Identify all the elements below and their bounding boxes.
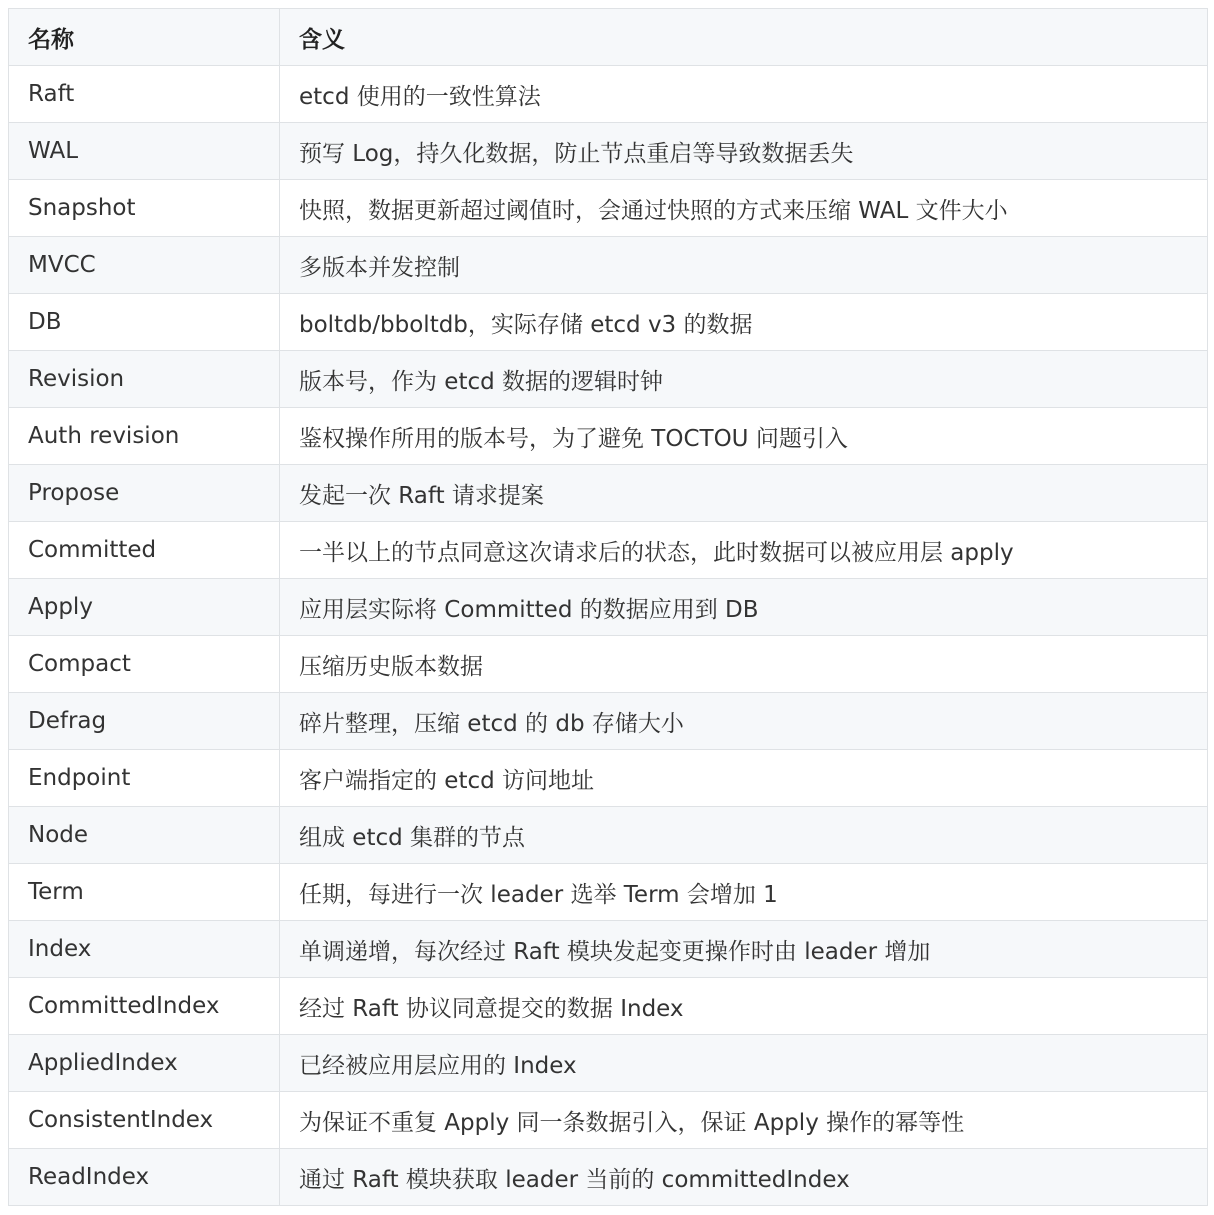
meaning-cell: 快照，数据更新超过阈值时，会通过快照的方式来压缩 WAL 文件大小: [280, 180, 1208, 237]
table-row: [9, 750, 1208, 807]
meaning-cell: boltdb/bboltdb，实际存储 etcd v3 的数据: [280, 294, 1208, 351]
term-cell: Snapshot: [9, 180, 280, 237]
term-cell: ConsistentIndex: [9, 1092, 280, 1149]
table-row: [9, 294, 1208, 351]
table-row: [9, 1092, 1208, 1149]
table-row: [9, 1035, 1208, 1092]
term-cell: Committed: [9, 522, 280, 579]
meaning-cell: 压缩历史版本数据: [280, 636, 1208, 693]
table-body: [9, 66, 1208, 1206]
meaning-cell: 版本号，作为 etcd 数据的逻辑时钟: [280, 351, 1208, 408]
term-cell: Endpoint: [9, 750, 280, 807]
table-row: [9, 237, 1208, 294]
meaning-cell: 已经被应用层应用的 Index: [280, 1035, 1208, 1092]
meaning-cell: 单调递增，每次经过 Raft 模块发起变更操作时由 leader 增加: [280, 921, 1208, 978]
meaning-cell: 碎片整理，压缩 etcd 的 db 存储大小: [280, 693, 1208, 750]
table-row: [9, 522, 1208, 579]
term-cell: Compact: [9, 636, 280, 693]
term-cell: Term: [9, 864, 280, 921]
table-row: [9, 66, 1208, 123]
header-name: 名称: [9, 9, 280, 66]
term-cell: Propose: [9, 465, 280, 522]
meaning-cell: 多版本并发控制: [280, 237, 1208, 294]
table-row: [9, 921, 1208, 978]
term-cell: Defrag: [9, 693, 280, 750]
table-row: [9, 807, 1208, 864]
meaning-cell: 应用层实际将 Committed 的数据应用到 DB: [280, 579, 1208, 636]
meaning-cell: 鉴权操作所用的版本号，为了避免 TOCTOU 问题引入: [280, 408, 1208, 465]
table-row: [9, 864, 1208, 921]
meaning-cell: 组成 etcd 集群的节点: [280, 807, 1208, 864]
term-cell: CommittedIndex: [9, 978, 280, 1035]
term-cell: Apply: [9, 579, 280, 636]
meaning-cell: 一半以上的节点同意这次请求后的状态，此时数据可以被应用层 apply: [280, 522, 1208, 579]
term-cell: Revision: [9, 351, 280, 408]
term-cell: WAL: [9, 123, 280, 180]
header-row: [9, 9, 1208, 66]
term-cell: Index: [9, 921, 280, 978]
meaning-cell: 客户端指定的 etcd 访问地址: [280, 750, 1208, 807]
term-cell: AppliedIndex: [9, 1035, 280, 1092]
meaning-cell: 发起一次 Raft 请求提案: [280, 465, 1208, 522]
table-row: [9, 408, 1208, 465]
term-cell: DB: [9, 294, 280, 351]
table-row: [9, 351, 1208, 408]
meaning-cell: 经过 Raft 协议同意提交的数据 Index: [280, 978, 1208, 1035]
meaning-cell: 预写 Log，持久化数据，防止节点重启等导致数据丢失: [280, 123, 1208, 180]
meaning-cell: 为保证不重复 Apply 同一条数据引入，保证 Apply 操作的幂等性: [280, 1092, 1208, 1149]
term-cell: Node: [9, 807, 280, 864]
header-meaning: 含义: [280, 9, 1208, 66]
table-row: [9, 978, 1208, 1035]
term-cell: ReadIndex: [9, 1149, 280, 1206]
term-cell: MVCC: [9, 237, 280, 294]
table-row: [9, 465, 1208, 522]
table-row: [9, 180, 1208, 237]
glossary-table: [8, 8, 1208, 1206]
table-row: [9, 123, 1208, 180]
meaning-cell: etcd 使用的一致性算法: [280, 66, 1208, 123]
glossary-table-container: [8, 8, 1207, 1206]
term-cell: Raft: [9, 66, 280, 123]
term-cell: Auth revision: [9, 408, 280, 465]
meaning-cell: 任期，每进行一次 leader 选举 Term 会增加 1: [280, 864, 1208, 921]
table-row: [9, 636, 1208, 693]
table-header: [9, 9, 1208, 66]
table-row: [9, 579, 1208, 636]
table-row: [9, 693, 1208, 750]
meaning-cell: 通过 Raft 模块获取 leader 当前的 committedIndex: [280, 1149, 1208, 1206]
table-row: [9, 1149, 1208, 1206]
